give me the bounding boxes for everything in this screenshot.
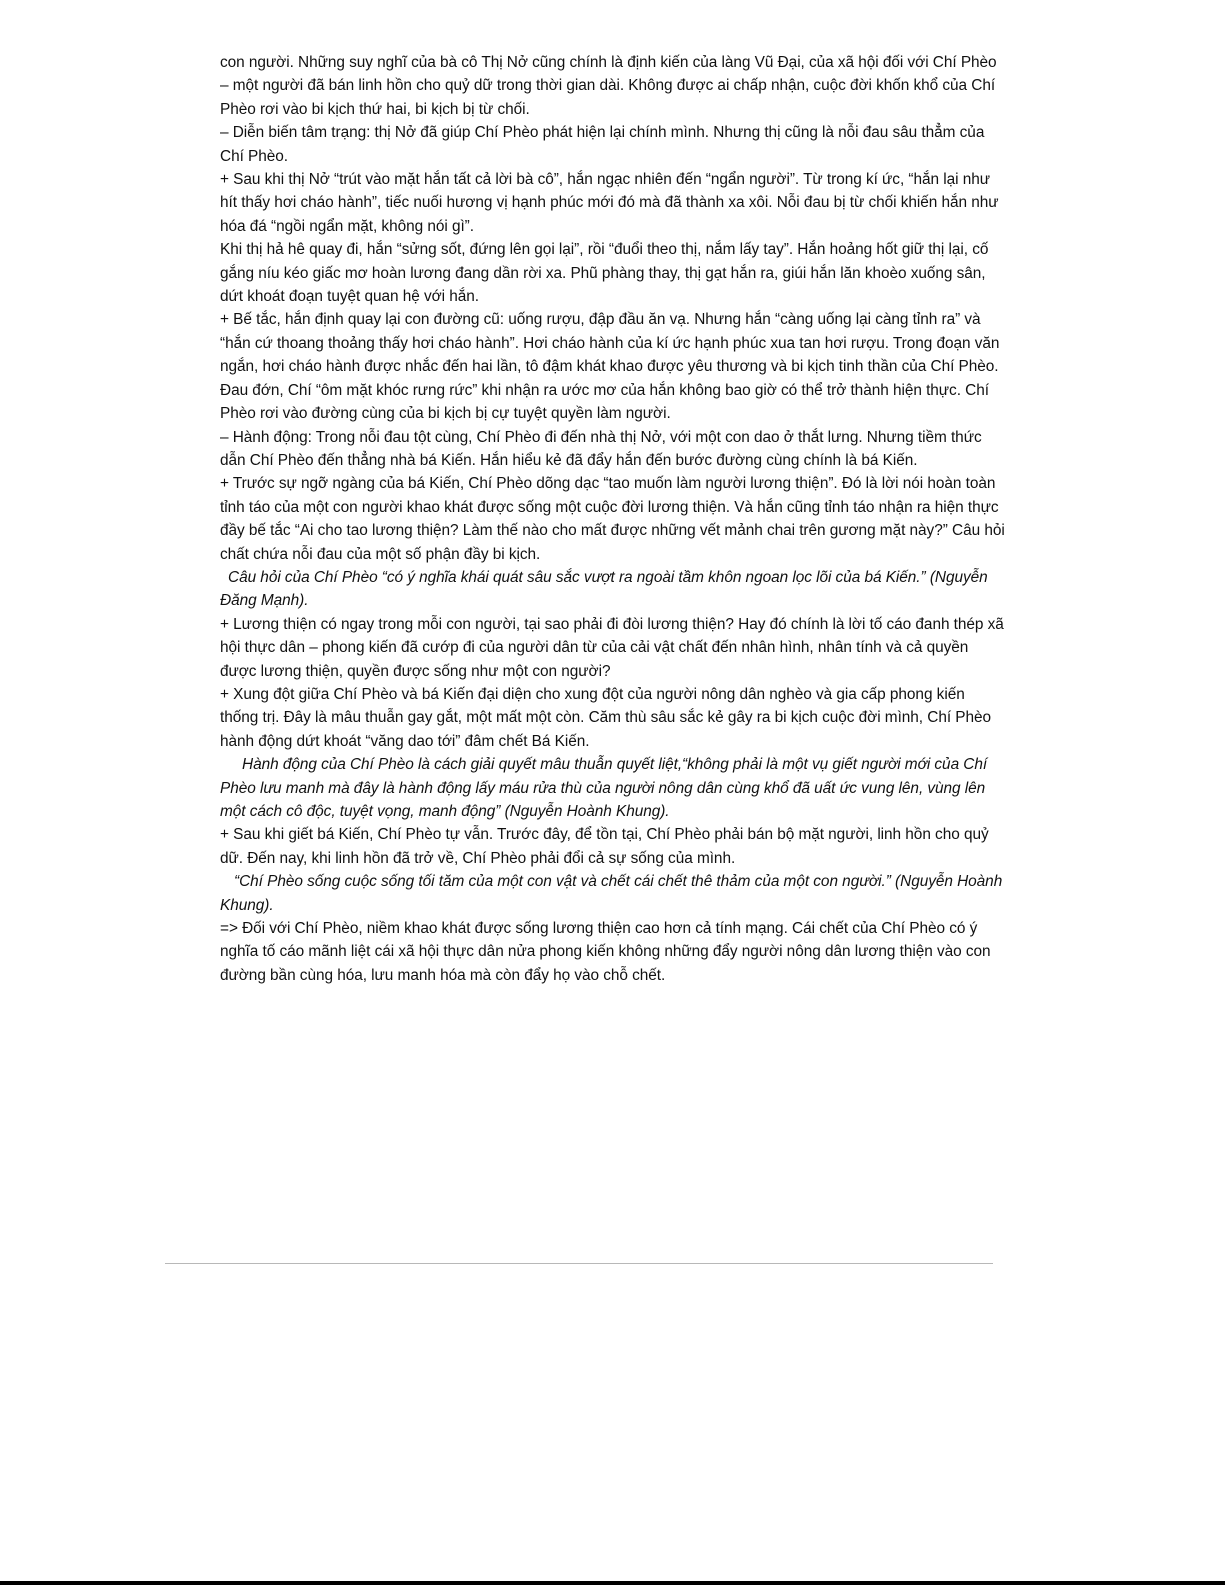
document-body	[220, 51, 1006, 987]
quote-nguyen-dang-manh: Câu hỏi của Chí Phèo “có ý nghĩa khái quát sâu sắc vượt ra ngoài tầm khôn ngoan lọc lõi của bá Kiến.” (Nguyễn Đăng Mạnh).	[220, 568, 988, 610]
paragraph-action: – Hành động: Trong nỗi đau tột cùng, Chí Phèo đi đến nhà thị Nở, với một con dao ở thắt lưng. Nhưng tiềm thức dẫn Chí Phèo đến thẳng nhà bá Kiến. Hắn hiểu kẻ đã đẩy hắn đến bước đường cùng chính là bá Kiến.	[220, 428, 982, 469]
paragraph-right-to-be-good: + Lương thiện có ngay trong mỗi con người, tại sao phải đi đòi lương thiện? Hay đó chính là lời tố cáo đanh thép xã hội thực dân – phong kiến đã cướp đi của người dân từ của cải vật chất đến nhân hình, nhân tính và cả quyền được lương thiện, quyền được sống như một con người?	[220, 615, 1004, 680]
paragraph-after-thi-no: + Sau khi thị Nở “trút vào mặt hắn tất cả lời bà cô”, hắn ngạc nhiên đến “ngẩn người”. Từ trong kí ức, “hắn lại như hít thấy hơi cháo hành”, tiếc nuối hương vị hạnh phúc mới đó mà đã thành xa xôi. Nỗi đau bị từ chối khiến hắn như hóa đá “ngồi ngẩn mặt, không nói gì”.	[220, 171, 999, 235]
paragraph-rejection-intro: con người. Những suy nghĩ của bà cô Thị Nở cũng chính là định kiến của làng Vũ Đại, của xã hội đối với Chí Phèo – một người đã bán linh hồn cho quỷ dữ trong thời gian dài. Không được ai chấp nhận, cuộc đời khốn khổ của Chí Phèo rơi vào bi kịch thứ hai, bi kịch bị từ chối.	[220, 54, 997, 118]
paragraph-conclusion: => Đối với Chí Phèo, niềm khao khát được sống lương thiện cao hơn cả tính mạng. Cái chết của Chí Phèo có ý nghĩa tố cáo mãnh liệt cái xã hội thực dân nửa phong kiến không những đẩy người nông dân lương thiện vào con đường bần cùng hóa, lưu manh hóa mà còn đẩy họ vào chỗ chết.	[220, 920, 991, 984]
paragraph-dead-end: + Bế tắc, hắn định quay lại con đường cũ: uống rượu, đập đầu ăn vạ. Nhưng hắn “càng uống lại càng tỉnh ra” và “hắn cứ thoang thoảng thấy hơi cháo hành”. Hơi cháo hành của kí ức hạnh phúc xua tan hơi rượu. Trong đoạn văn ngắn, hơi cháo hành được nhắc đến hai lần, tô đậm khát khao được yêu thương và bi kịch tinh thần của Chí Phèo. Đau đớn, Chí “ôm mặt khóc rưng rức” khi nhận ra ước mơ của hắn không bao giờ có thể trở thành hiện thực. Chí Phèo rơi vào đường cùng của bi kịch bị cự tuyệt quyền làm người.	[220, 311, 1000, 423]
paragraph-class-conflict: + Xung đột giữa Chí Phèo và bá Kiến đại diện cho xung đột của người nông dân nghèo và gia cấp phong kiến thống trị. Đây là mâu thuẫn gay gắt, một mất một còn. Căm thù sâu sắc kẻ gây ra bi kịch cuộc đời mình, Chí Phèo hành động dứt khoát “văng dao tới” đâm chết Bá Kiến.	[220, 685, 992, 750]
paragraph-suicide: + Sau khi giết bá Kiến, Chí Phèo tự vẫn. Trước đây, để tồn tại, Chí Phèo phải bán bộ mặt người, linh hồn cho quỷ dữ. Đến nay, khi linh hồn đã trở về, Chí Phèo phải đổi cả sự sống của mình.	[220, 826, 989, 867]
page-bottom-edge	[0, 1581, 1225, 1585]
quote-nguyen-hoanh-khung-1: Hành động của Chí Phèo là cách giải quyết mâu thuẫn quyết liệt,“không phải là một vụ giết người mới của Chí Phèo lưu manh mà đây là hành động lấy máu rửa thù của người nông dân cùng khổ đã uất ức vung lên, vùng lên một cách cô độc, tuyệt vọng, manh động” (Nguyễn Hoành Khung).	[220, 756, 988, 820]
paragraph-mood-development: – Diễn biến tâm trạng: thị Nở đã giúp Chí Phèo phát hiện lại chính mình. Nhưng thị cũng là nỗi đau sâu thẳm của Chí Phèo.	[220, 124, 985, 165]
paragraph-holding-on: Khi thị hả hê quay đi, hắn “sửng sốt, đứng lên gọi lại”, rồi “đuổi theo thị, nắm lấy tay”. Hắn hoảng hốt giữ thị lại, cố gắng níu kéo giấc mơ hoàn lương đang dần rời xa. Phũ phàng thay, thị gạt hắn ra, giúi hắn lăn khoèo xuống sân, dứt khoát đoạn tuyệt quan hệ với hắn.	[220, 241, 989, 306]
page-divider	[165, 1263, 993, 1264]
paragraph-confrontation: + Trước sự ngỡ ngàng của bá Kiến, Chí Phèo dõng dạc “tao muốn làm người lương thiện”. Đó là lời nói hoàn toàn tỉnh táo của một con người khao khát được sống một cuộc đời lương thiện. Và hắn cũng tỉnh táo nhận ra hiện thực đầy bế tắc “Ai cho tao lương thiện? Làm thế nào cho mất được những vết mảnh chai trên gương mặt này?” Câu hỏi chất chứa nỗi đau của một số phận đầy bi kịch.	[220, 475, 1005, 563]
quote-nguyen-hoanh-khung-2: “Chí Phèo sống cuộc sống tối tăm của một con vật và chết cái chết thê thảm của một con người.” (Nguyễn Hoành Khung).	[220, 873, 1003, 914]
